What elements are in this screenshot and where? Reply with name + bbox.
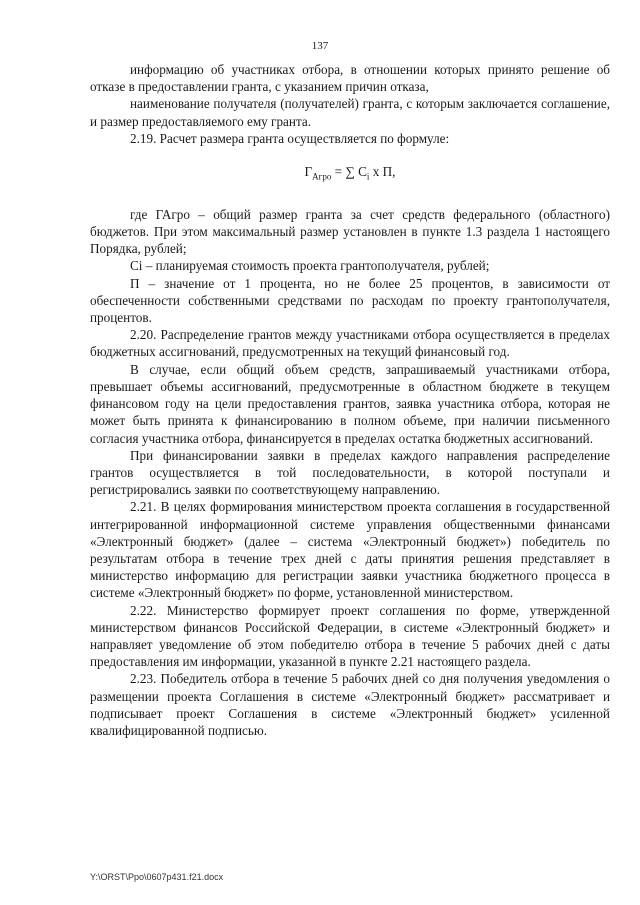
paragraph-group-main: [90, 206, 610, 739]
paragraph: 2.20. Распределение грантов между участниками отбора осуществляется в пределах бюджетных ассигнований, предусмотренных на текущий финансовый год.: [90, 327, 610, 360]
paragraph: наименование получателя (получателей) гранта, с которым заключается соглашение, и размер предоставляемого ему гранта.: [90, 96, 610, 129]
formula-c-subscript: i: [366, 171, 370, 182]
paragraph: где ГАгро – общий размер гранта за счет средств федерального (областного) бюджетов. При этом максимальный размер установлен в пункте 1.3 раздела 1 настоящего Порядка, рублей;: [90, 206, 610, 257]
file-path-footer: Y:\ORST\Ppo\0607p431.f21.docx: [90, 872, 224, 882]
formula-sum: = ∑ C: [331, 164, 367, 180]
paragraph: Ci – планируемая стоимость проекта грантополучателя, рублей;: [130, 258, 490, 274]
grant-formula: [90, 163, 610, 186]
formula-lhs: Г: [304, 164, 313, 180]
paragraph: информацию об участниках отбора, в отношении которых принято решение об отказе в предоставлении гранта, с указанием причин отказа,: [90, 62, 610, 95]
paragraph: 2.23. Победитель отбора в течение 5 рабочих дней со дня получения уведомления о размещении проекта Соглашения в системе «Электронный бюджет» рассматривает и подписывает проект Соглашения в системе «Электронный бюджет» усиленной квалифицированной подписью.: [90, 671, 610, 738]
page-number: 137: [311, 40, 329, 52]
paragraph: 2.21. В целях формирования министерством проекта соглашения в государственной интегрированной информационной системе управления общественными финансами «Электронный бюджет» (далее – система «Электронный бюджет») победитель по результатам отбора в течение трех дней с даты принятия решения представляет в министерство информацию для регистрации заявки участника бюджетного процесса в системе «Электронный бюджет» по форме, установленной министерством.: [90, 499, 610, 601]
document-body: [90, 61, 610, 739]
paragraph-group-top: [90, 61, 610, 147]
paragraph: В случае, если общий объем средств, запрашиваемый участниками отбора, превышает объемы ассигнований, предусмотренные в областном бюджете в текущем финансовом году на цели предоставления грантов, заявка участника отбора, которая не может быть принята к финансированию в полном объеме, при наличии письменного согласия участника отбора, финансируется в пределах остатка бюджетных ассигнований.: [90, 361, 610, 446]
formula-rhs: х П,: [369, 164, 396, 180]
paragraph: П – значение от 1 процента, но не более 25 процентов, в зависимости от обеспеченности собственными средствами по расходам по проекту грантополучателя, процентов.: [90, 275, 610, 326]
paragraph: 2.19. Расчет размера гранта осуществляется по формуле:: [130, 130, 450, 146]
paragraph: 2.22. Министерство формирует проект соглашения по форме, утвержденной министерством финансов Российской Федерации, в системе «Электронный бюджет» и направляет уведомление об этом победителю отбора в течение 5 рабочих дней с даты предоставления им информации, указанной в пункте 2.21 настоящего раздела.: [90, 602, 610, 670]
paragraph: При финансировании заявки в пределах каждого направления распределение грантов осуществляется в той последовательности, в которой поступали и регистрировались заявки по соответствующему направлению.: [90, 447, 610, 498]
formula-lhs-subscript: Агро: [312, 171, 332, 182]
